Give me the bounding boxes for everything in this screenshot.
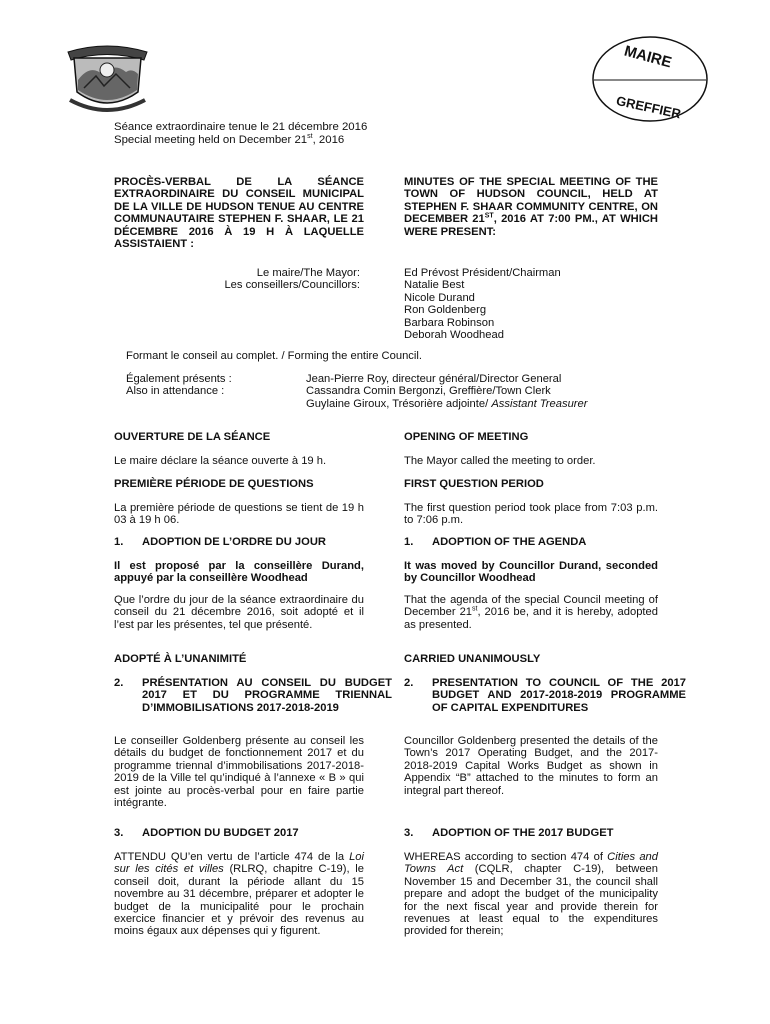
item2-heading-en: 2. PRESENTATION TO COUNCIL OF THE 2017 BUDGET AND 2017-2018-2019 PROGRAMME OF CAPITAL EXPENDITURES — [404, 677, 686, 714]
staff-item: Guylaine Giroux, Trésorière adjointe/ Assistant Treasurer — [306, 397, 588, 410]
stamp-maire-text: MAIRE — [622, 42, 674, 72]
question-text-fr: La première période de questions se tient de 19 h 03 à 19 h 06. — [114, 502, 364, 527]
item3-heading-fr: 3. ADOPTION DU BUDGET 2017 — [114, 827, 299, 839]
member-item: Barbara Robinson — [404, 316, 495, 329]
member-item: Natalie Best — [404, 279, 465, 292]
item3-text-fr: ATTENDU QU’en vertu de l’article 474 de la Loi sur les cités et villes (RLRQ, chapitre C-19), le conseil doit, durant la période allant du 15 novembre au 31 décembre, préparer et adopter le budget de la municipalité pour le prochain exercice financier et y prévoir des revenus au moins égaux aux dépenses qui y figurent. — [114, 851, 364, 938]
item2-heading-fr: 2. PRÉSENTATION AU CONSEIL DU BUDGET 2017 ET DU PROGRAMME TRIENNAL D’IMMOBILISATIONS 2017-2018-2019 — [114, 677, 392, 714]
minutes-title-fr: PROCÈS-VERBAL DE LA SÉANCE EXTRAORDINAIRE DU CONSEIL MUNICIPAL DE LA VILLE DE HUDSON TENUE AU CENTRE COMMUNAUTAIRE STEPHEN F. SHAAR, LE 21 DÉCEMBRE 2016 À 19 H À LAQUELLE ASSISTAIENT : — [114, 176, 364, 251]
staff-list — [306, 373, 587, 410]
mayor-label: Le maire/The Mayor: — [256, 267, 360, 279]
forming-council-text: Formant le conseil au complet. / Forming the entire Council. — [126, 350, 422, 362]
minutes-title-en: MINUTES OF THE SPECIAL MEETING OF THE TOWN OF HUDSON COUNCIL, HELD AT STEPHEN F. SHAAR COMMUNITY CENTRE, ON DECEMBER 21ST, 2016 AT 7:00 PM., AT WHICH WERE PRESENT: — [404, 176, 658, 238]
item1-text-fr: Que l’ordre du jour de la séance extraordinaire du conseil du 21 décembre 2016, soit adopté et il l’est par les présentes, tel que présenté. — [114, 594, 364, 631]
member-item: Nicole Durand — [404, 291, 475, 304]
item1-heading-fr: 1. ADOPTION DE L’ORDRE DU JOUR — [114, 536, 326, 548]
opening-heading-en: OPENING OF MEETING — [404, 431, 529, 443]
staff-item: Cassandra Comin Bergonzi, Greffière/Town Clerk — [306, 385, 551, 398]
item1-moved-en: It was moved by Councillor Durand, seconded by Councillor Woodhead — [404, 560, 658, 585]
member-item: Deborah Woodhead — [404, 329, 504, 342]
item1-heading-en: 1. ADOPTION OF THE AGENDA — [404, 536, 587, 548]
item1-text-en: That the agenda of the special Council meeting of December 21st, 2016 be, and it is hereby, adopted as presented. — [404, 594, 658, 631]
item1-moved-fr: Il est proposé par la conseillère Durand, appuyé par la conseillère Woodhead — [114, 560, 364, 585]
question-heading-fr: PREMIÈRE PÉRIODE DE QUESTIONS — [114, 478, 314, 490]
opening-text-en: The Mayor called the meeting to order. — [404, 455, 596, 467]
also-present-label-en: Also in attendance : — [126, 385, 225, 397]
item3-text-en: WHEREAS according to section 474 of Cities and Towns Act (CQLR, chapter C-19), between November 15 and December 31, the council shall prepare and adopt the budget of the municipality for the next fiscal year and provide therein for revenues at least equal to the expenditures provided for therein; — [404, 851, 659, 938]
meeting-header-en: Special meeting held on December 21st, 2016 — [114, 133, 345, 146]
member-item: Ron Goldenberg — [404, 304, 487, 317]
town-crest-logo — [60, 40, 155, 118]
opening-heading-fr: OUVERTURE DE LA SÉANCE — [114, 431, 271, 443]
also-present-label-fr: Également présents : — [126, 373, 232, 385]
carried-fr: ADOPTÉ À L’UNANIMITÉ — [114, 653, 247, 665]
item2-text-fr: Le conseiller Goldenberg présente au conseil les détails du budget de fonctionnement 2017 et du programme triennal d’immobilisations 2017-2018-2019 de la Ville tel qu’indiqué à l’annexe « B » qui est jointe au procès-verbal pour en faire partie intégrante. — [114, 735, 364, 810]
signature-stamp — [590, 34, 710, 124]
members-list — [404, 267, 561, 341]
meeting-header-fr: Séance extraordinaire tenue le 21 décembre 2016 — [114, 121, 368, 133]
councillors-label: Les conseillers/Councillors: — [224, 279, 360, 291]
staff-item: Jean-Pierre Roy, directeur général/Director General — [306, 373, 562, 385]
stamp-greffier-text: GREFFIER — [614, 93, 683, 122]
carried-en: CARRIED UNANIMOUSLY — [404, 653, 541, 665]
item3-heading-en: 3. ADOPTION OF THE 2017 BUDGET — [404, 827, 614, 839]
question-heading-en: FIRST QUESTION PERIOD — [404, 478, 544, 490]
member-item: Ed Prévost Président/Chairman — [404, 267, 561, 279]
item2-text-en: Councillor Goldenberg presented the details of the Town’s 2017 Operating Budget, and the 2017-2018-2019 Capital Works Budget as shown in Appendix “B” attached to the minutes to form an integral part thereof. — [404, 735, 658, 797]
question-text-en: The first question period took place from 7:03 p.m. to 7:06 p.m. — [404, 502, 658, 527]
opening-text-fr: Le maire déclare la séance ouverte à 19 h. — [114, 455, 327, 467]
